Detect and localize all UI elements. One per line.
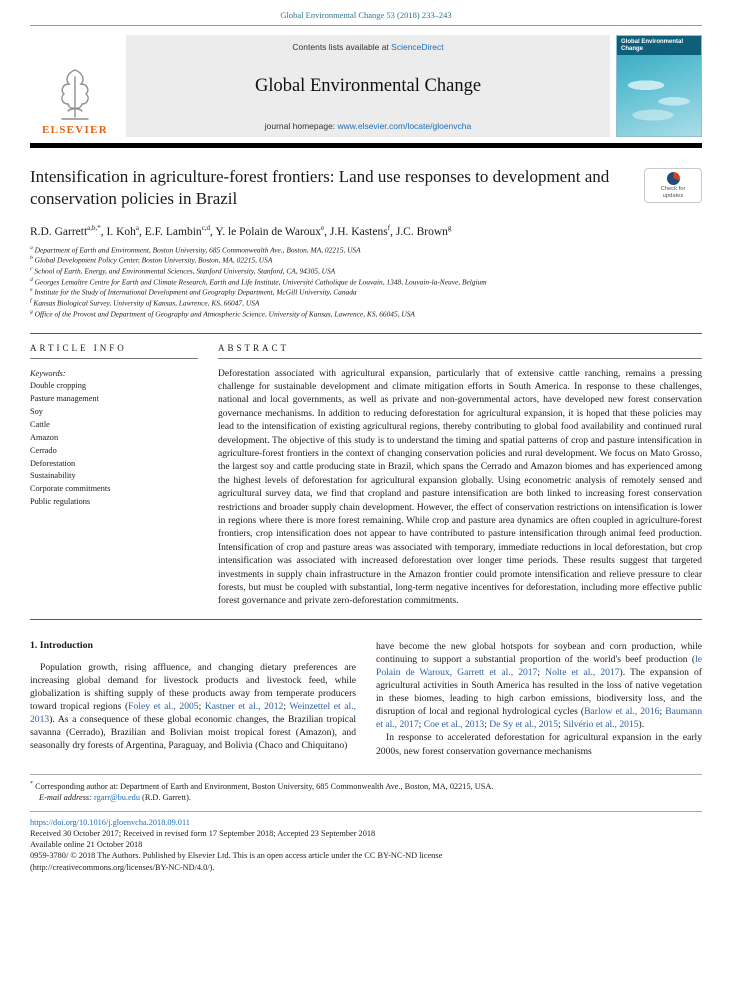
received-dates: Received 30 October 2017; Received in revised form 17 September 2018; Accepted 23 September 2018 bbox=[30, 829, 376, 838]
doi-link[interactable]: https://doi.org/10.1016/j.gloenvcha.2018.09.011 bbox=[30, 817, 190, 827]
author-name: R.D. Garrett bbox=[30, 225, 88, 238]
affiliation-marker: g bbox=[30, 308, 33, 315]
heading-underline bbox=[30, 358, 198, 359]
author-list bbox=[30, 224, 702, 238]
section-divider bbox=[30, 619, 702, 620]
author-separator: , bbox=[324, 225, 330, 238]
email-line bbox=[30, 792, 702, 803]
footer-divider bbox=[30, 811, 702, 812]
author-affil-marker: a bbox=[135, 223, 140, 232]
text-run: In response to accelerated deforestation for agricultural expansion in the early 2000s, new forest conservation governance mechanisms bbox=[376, 732, 702, 757]
text-run: ; bbox=[418, 719, 424, 731]
text-run: ). As a consequence of these global economic changes, the Brazilian tropical savanna (Cerrado), Brazilian and Bolivian moist tropical forest (Amazon), and seasonally dry forests of Argentina, Paraguay, and Bolivia (Chaco and Chiquitano) bbox=[30, 714, 356, 752]
text-run: ; bbox=[198, 701, 205, 713]
author-name: I. Koh bbox=[106, 225, 136, 238]
author-affil-marker: f bbox=[387, 223, 391, 232]
elsevier-wordmark: ELSEVIER bbox=[41, 124, 109, 136]
author-separator: , bbox=[210, 225, 216, 238]
abstract-text: Deforestation associated with agricultural expansion, particularly that of extensive cattle ranching, remains a pressing challenge for sustainable development and climate mitigation efforts in South America. In response to these challenges, national and local governments, as well as private and non-governmental actors, have developed new forest conservation governance mechanisms. In addition to reducing deforestation for agricultural expansion, it is hoped that these policies may lead to the intensification of existing agricultural regions, thereby contributing to global food availability and continued rural development. The objective of this study is to understand the timing and spatial patterns of crop and pasture intensification in agriculture-forest frontiers in the context of changing conservation policies and rural development. We focus on Mato Grosso, the largest soy and cattle producing state in Brazil, which spans the Cerrado and Amazon biomes and has experienced among the highest levels of deforestation for agricultural expansion globally. Using econometric analysis of remotely sensed and agricultural survey data, we find that cropland and pasture intensification are both linked to increasing forest conservation restrictions and broader supply chain development. However, the effect of conservation restrictions on intensification is lower in regions where there is more forest remaining. While crop and pasture area dynamics are often coupled in agriculture-forest frontiers, crop intensification does not appear to have contributed to pasture intensification through animal feed production. Intensification of crop and pasture areas was associated with temporary, immediate reductions in local deforestation, but crop intensification was associated with increased deforestation over longer time periods. These results suggest that targeted investments in supply chain infrastructure in the Amazon frontier could promote intensification and relieve pressure to clear forests, but must be coupled with substantial, long-term negative incentives for deforestation, including more effective public forest governance and private zero-deforestation commitments. bbox=[218, 368, 702, 607]
homepage-line bbox=[134, 121, 602, 131]
affiliation-text: School of Earth, Energy, and Environmental Sciences, Stanford University, Stanford, CA, 94305, USA bbox=[34, 266, 336, 276]
article-title: Intensification in agriculture-forest frontiers: Land use responses to development and conservation policies in Brazil bbox=[30, 167, 610, 209]
author-name: J.C. Brown bbox=[395, 225, 448, 238]
top-divider bbox=[30, 25, 702, 26]
affiliation-marker: c bbox=[30, 266, 33, 273]
keyword: Corporate commitments bbox=[30, 484, 111, 494]
text-run: ). The expansion of agricultural activities in South America has resulted in the loss of native vegetation in these biomes, leading to high carbon emissions, biodiversity loss, and the disruption of local and regional hydrological cycles ( bbox=[376, 667, 702, 718]
article-info-column bbox=[30, 343, 198, 609]
heading-underline bbox=[218, 358, 702, 359]
keyword: Sustainability bbox=[30, 471, 76, 481]
affiliation bbox=[30, 245, 702, 256]
text-run: ). bbox=[638, 719, 645, 731]
affiliation-marker: f bbox=[30, 298, 32, 305]
keyword: Public regulations bbox=[30, 497, 91, 507]
citation-link[interactable]: De Sy et al., 2015 bbox=[489, 719, 559, 731]
author bbox=[215, 223, 330, 238]
author bbox=[329, 223, 396, 238]
text-run: ; bbox=[558, 719, 564, 731]
affiliation-marker: b bbox=[30, 255, 33, 262]
cover-title: Global Environmental Change bbox=[617, 36, 701, 55]
email-label: E-mail address: bbox=[39, 792, 92, 802]
affiliation-text: Office of the Provost and Department of Geography and Atmospheric Science, University of Kansas, Lawrence, KS, 66045, USA bbox=[34, 309, 415, 319]
citation-link[interactable]: Kastner et al., 2012 bbox=[204, 701, 284, 713]
elsevier-tree-icon bbox=[52, 67, 98, 123]
header-bar-divider bbox=[30, 143, 702, 148]
author-affil-marker: a,b,* bbox=[87, 223, 101, 232]
author-separator: , bbox=[100, 225, 107, 238]
body-paragraph bbox=[376, 640, 702, 732]
citation-link[interactable]: Silvério et al., 2015 bbox=[563, 719, 639, 731]
crossmark-icon bbox=[667, 172, 680, 185]
author-separator: , bbox=[139, 225, 145, 238]
keyword: Soy bbox=[30, 407, 43, 417]
affiliation bbox=[30, 298, 702, 309]
journal-cover-thumbnail bbox=[616, 35, 702, 137]
footnote-marker: * bbox=[30, 780, 33, 787]
citation-link[interactable]: le Polain de Waroux, Garrett et al., 2017 bbox=[376, 653, 702, 679]
body-paragraph bbox=[30, 661, 356, 753]
author-separator: , bbox=[390, 225, 396, 238]
citation-link[interactable]: Baumann et al., 2017 bbox=[376, 706, 702, 731]
affiliation-marker: a bbox=[30, 244, 33, 251]
badge-line2: updates bbox=[662, 192, 684, 199]
affiliation bbox=[30, 309, 702, 320]
author bbox=[144, 223, 216, 238]
journal-homepage-link[interactable]: www.elsevier.com/locate/gloenvcha bbox=[337, 121, 472, 131]
affiliation bbox=[30, 255, 702, 266]
check-for-updates-label bbox=[661, 186, 686, 199]
contents-prefix: Contents lists available at bbox=[292, 42, 392, 52]
keyword: Cattle bbox=[30, 419, 50, 429]
citation-link[interactable]: Barlow et al., 2016 bbox=[584, 706, 660, 718]
affiliation-text: Department of Earth and Environment, Boston University, 685 Commonwealth Ave., Boston, MA, 02215, USA bbox=[34, 245, 361, 255]
email-suffix: (R.D. Garrett). bbox=[139, 792, 191, 802]
author-name: J.H. Kastens bbox=[329, 225, 388, 238]
keyword: Amazon bbox=[30, 432, 59, 442]
article-info-heading: ARTICLE INFO bbox=[30, 342, 127, 353]
badge-line1: Check for bbox=[660, 185, 686, 192]
affiliation bbox=[30, 266, 702, 277]
title-block bbox=[30, 166, 702, 211]
citation-link[interactable]: Nolte et al., 2017 bbox=[545, 667, 620, 679]
text-run: ; bbox=[659, 706, 666, 718]
text-run: ; bbox=[537, 667, 546, 679]
affiliation bbox=[30, 287, 702, 298]
body-paragraph bbox=[376, 731, 702, 757]
keyword: Pasture management bbox=[30, 394, 99, 404]
elsevier-logo bbox=[30, 35, 120, 137]
author bbox=[30, 223, 107, 238]
author-affil-marker: g bbox=[447, 223, 452, 232]
citation-link[interactable]: Weinzettel et al., 2013 bbox=[30, 701, 357, 726]
keywords-label: Keywords: bbox=[30, 368, 66, 378]
affiliation bbox=[30, 277, 702, 288]
introduction-heading: 1. Introduction bbox=[30, 639, 93, 651]
corresponding-author-note bbox=[30, 780, 702, 803]
abstract-column bbox=[218, 343, 702, 609]
journal-banner bbox=[126, 35, 610, 137]
text-run: ; bbox=[484, 719, 490, 731]
journal-title: Global Environmental Change bbox=[254, 76, 482, 96]
citation-link[interactable]: Foley et al., 2005 bbox=[128, 701, 199, 713]
contents-line bbox=[134, 42, 602, 52]
journal-header bbox=[30, 35, 702, 137]
affiliation-text: Institute for the Study of International Development and Geography Department, McGill University, Canada bbox=[34, 287, 357, 297]
available-online: Available online 21 October 2018 bbox=[30, 840, 143, 850]
corresponding-author-line bbox=[30, 780, 702, 792]
keyword: Deforestation bbox=[30, 458, 76, 468]
affiliation-text: Global Development Policy Center, Boston University, Boston, MA, 02215, USA bbox=[34, 255, 273, 265]
article-footer bbox=[30, 817, 702, 873]
affiliation-list bbox=[30, 245, 702, 320]
keyword: Double cropping bbox=[30, 381, 86, 391]
author-affil-marker: e bbox=[321, 223, 325, 232]
author-name: Y. le Polain de Waroux bbox=[215, 225, 322, 238]
journal-citation: Global Environmental Change 53 (2018) 233–243 bbox=[280, 10, 452, 20]
author bbox=[106, 223, 145, 238]
abstract-heading: ABSTRACT bbox=[218, 342, 290, 353]
text-run: have become the new global hotspots for soybean and corn production, while continuing to support a substantial proportion of the world's beef production ( bbox=[376, 640, 702, 665]
corresponding-author-text: Corresponding author at: Department of Earth and Environment, Boston University, 685 Commonwealth Ave., Boston, MA, 02215, USA. bbox=[35, 781, 494, 791]
affiliation-text: Georges Lemaître Centre for Earth and Climate Research, Earth and Life Institute, Université Catholique de Louvain, 1348, Louvain-la-Neuve, Belgium bbox=[34, 277, 487, 287]
info-abstract-section bbox=[30, 334, 702, 619]
text-run: ; bbox=[283, 701, 290, 713]
author-name: E.F. Lambin bbox=[144, 225, 202, 238]
homepage-prefix: journal homepage: bbox=[264, 121, 338, 131]
body-column-left bbox=[30, 640, 356, 758]
citation-link[interactable]: Coe et al., 2013 bbox=[423, 719, 485, 731]
author-affil-marker: c,d bbox=[201, 223, 211, 232]
sciencedirect-link[interactable]: ScienceDirect bbox=[391, 42, 444, 52]
affiliation-text: Kansas Biological Survey, University of Kansas, Lawrence, KS, 66047, USA bbox=[33, 298, 260, 308]
affiliation-marker: d bbox=[30, 276, 33, 283]
license-line: (http://creativecommons.org/licenses/BY-NC-ND/4.0/). bbox=[30, 862, 215, 872]
copyright-line: 0959-3780/ © 2018 The Authors. Published by Elsevier Ltd. This is an open access article under the CC BY-NC-ND license bbox=[30, 851, 443, 861]
affiliation-marker: e bbox=[30, 287, 33, 294]
email-link[interactable]: rgarr@bu.edu bbox=[94, 792, 140, 802]
text-run: Population growth, rising affluence, and changing dietary preferences are increasing global demand for livestock products and livestock feed, while globalization is shifting supply of these products away from temperate producers toward tropical regions ( bbox=[30, 661, 356, 713]
body-column-right bbox=[376, 640, 702, 758]
check-for-updates-badge[interactable] bbox=[644, 168, 702, 203]
author bbox=[395, 223, 452, 238]
footnote-divider bbox=[30, 774, 702, 775]
keyword: Cerrado bbox=[30, 445, 57, 455]
article-body bbox=[30, 640, 702, 758]
